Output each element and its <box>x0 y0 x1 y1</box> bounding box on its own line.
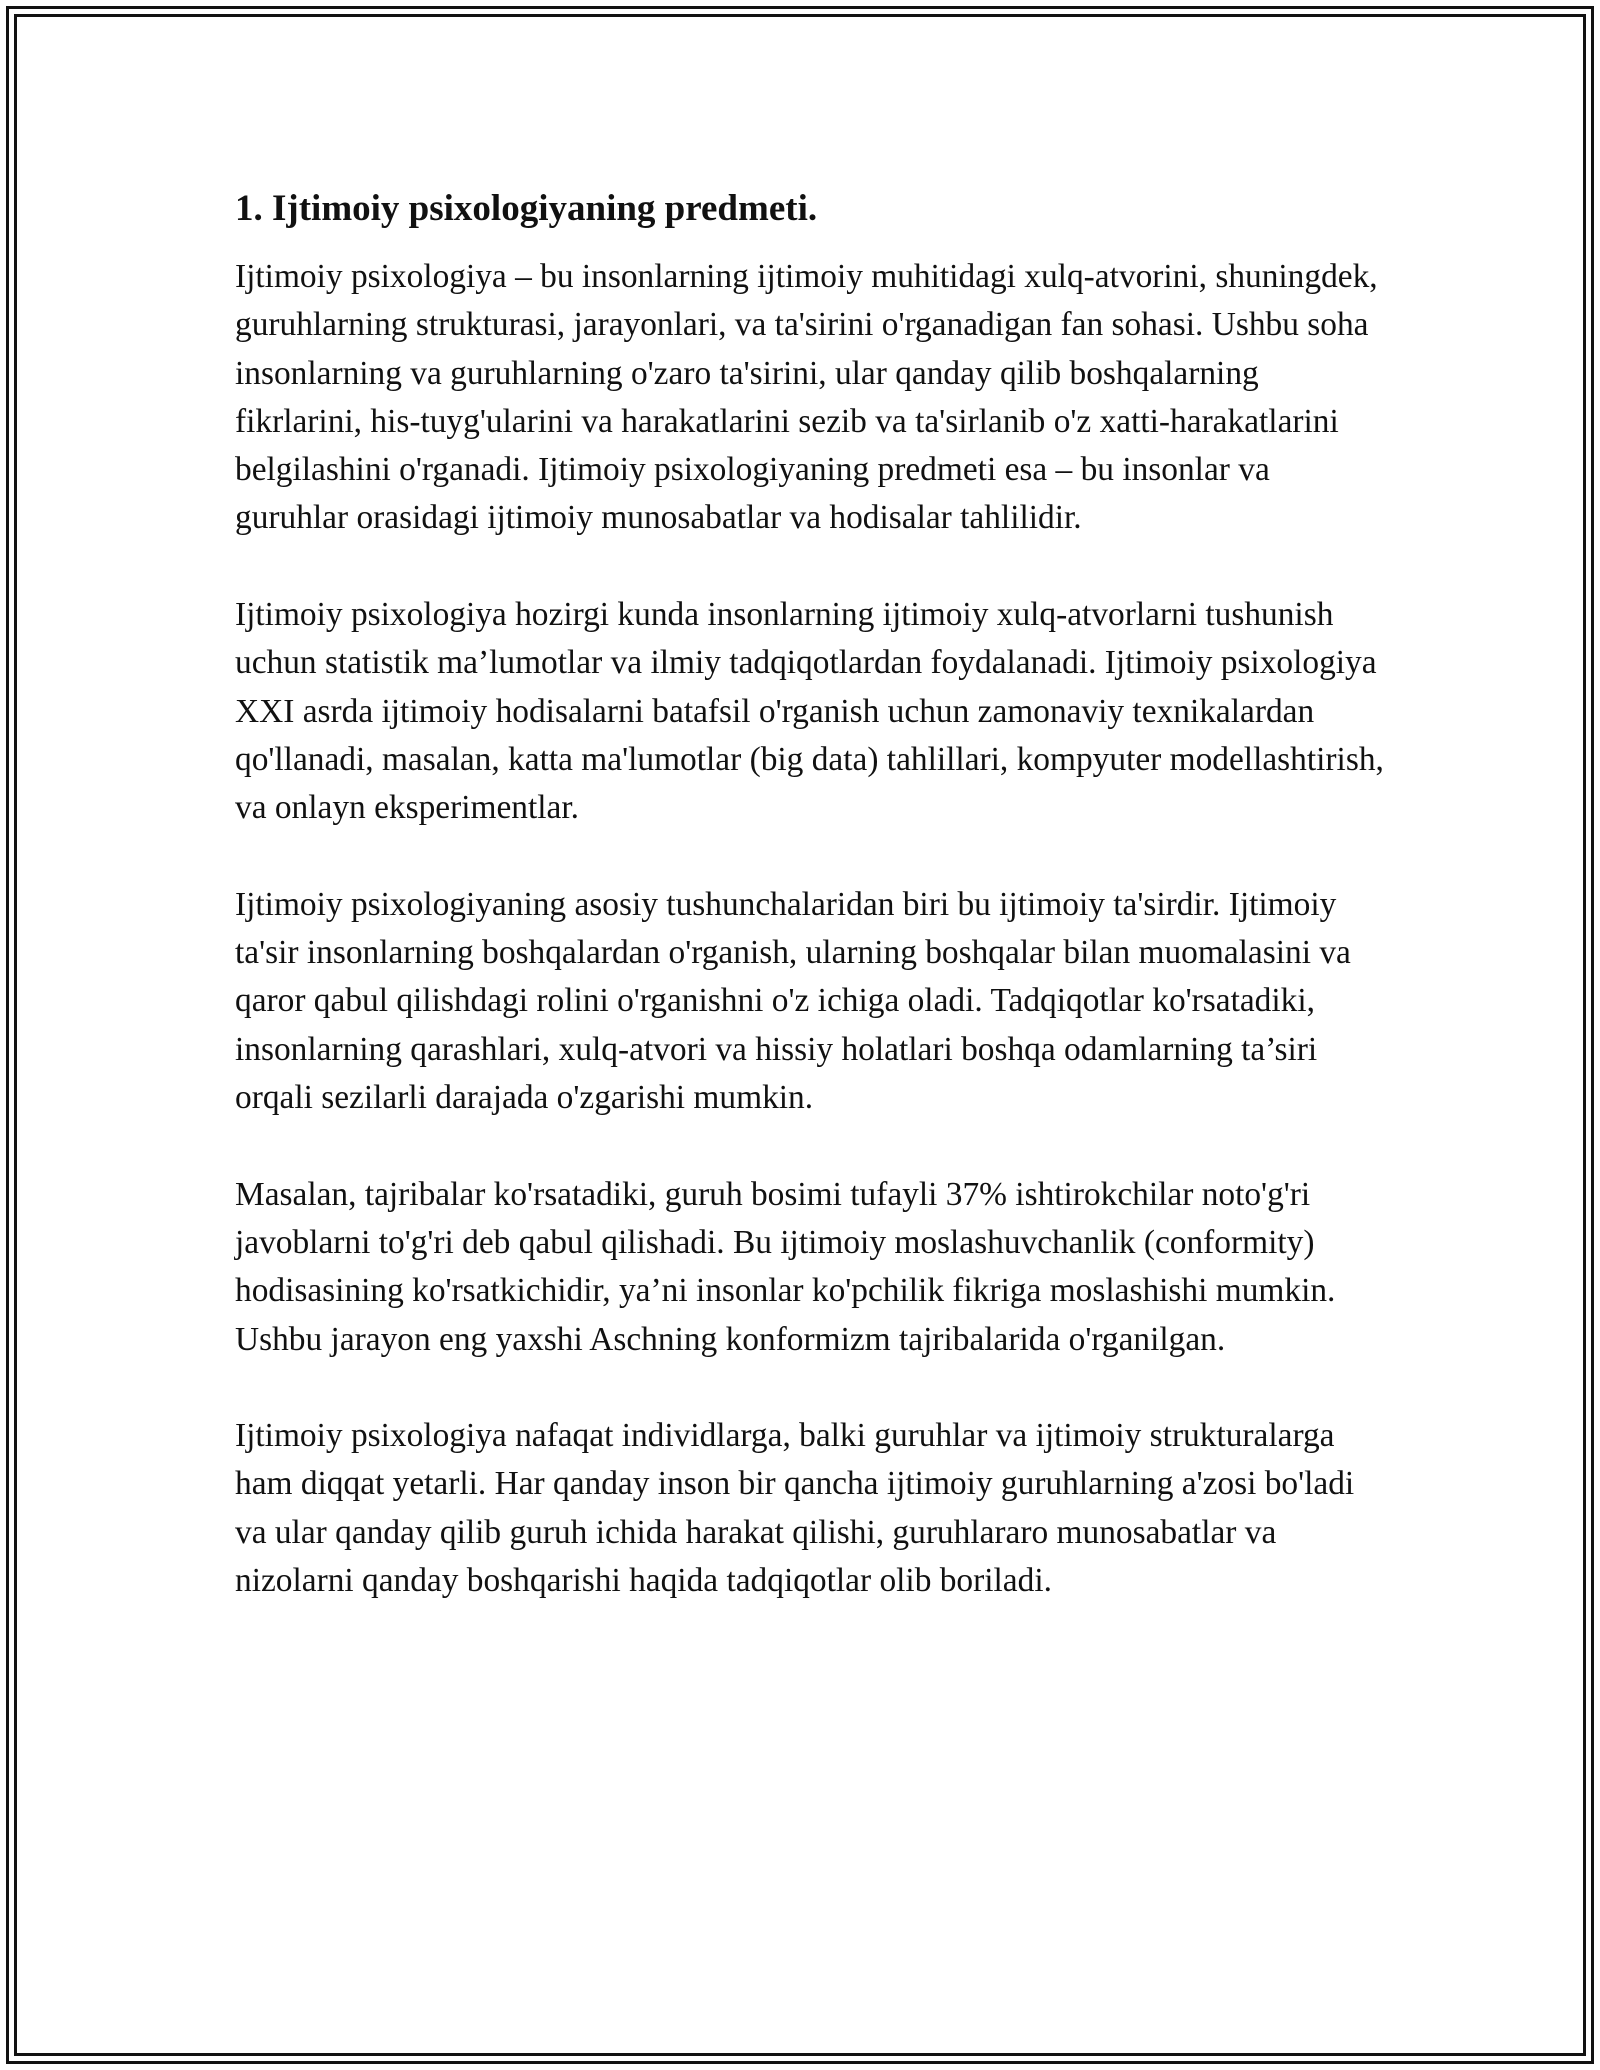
document-body <box>235 185 1385 1654</box>
paragraph-social-influence: Ijtimoiy psixologiyaning asosiy tushunchalaridan biri bu ijtimoiy ta'sirdir. Ijtimoiy ta'sir insonlarning boshqalardan o'rganish, ularning boshqalar bilan muomalasini va qaror qabul qilishdagi rolini o'rganishni o'z ichiga oladi. Tadqiqotlar ko'rsatadiki, insonlarning qarashlari, xulq-atvori va hissiy holatlari boshqa odamlarning ta’siri orqali sezilarli darajada o'zgarishi mumkin. <box>235 885 1351 1117</box>
paragraph-modern-methods: Ijtimoiy psixologiya hozirgi kunda insonlarning ijtimoiy xulq-atvorlarni tushunish uchun statistik ma’lumotlar va ilmiy tadqiqotlardan foydalanadi. Ijtimoiy psixologiya XXI asrda ijtimoiy hodisalarni batafsil o'rganish uchun zamonaviy texnikalardan qo'llanadi, masalan, katta ma'lumotlar (big data) tahlillari, kompyuter modellashtirish, va onlayn eksperimentlar. <box>235 596 1384 827</box>
paragraph-groups: Ijtimoiy psixologiya nafaqat individlarga, balki guruhlar va ijtimoiy strukturalarga ham diqqat yetarli. Har qanday inson bir qancha ijtimoiy guruhlarning a'zosi bo'ladi va ular qanday qilib guruh ichida harakat qilishi, guruhlararo munosabatlar va nizolarni qanday boshqarishi haqida tadqiqotlar olib boriladi. <box>235 1417 1355 1600</box>
paragraph-definition: Ijtimoiy psixologiya – bu insonlarning ijtimoiy muhitidagi xulq-atvorini, shuningdek, guruhlarning strukturasi, jarayonlari, va ta'sirini o'rganadigan fan sohasi. Ushbu soha insonlarning va guruhlarning o'zaro ta'sirini, ular qanday qilib boshqalarning fikrlarini, his-tuyg'ularini va harakatlarini sezib va ta'sirlanib o'z xatti-harakatlarini belgilashini o'rganadi. Ijtimoiy psixologiyaning predmeti esa – bu insonlar va guruhlar orasidagi ijtimoiy munosabatlar va hodisalar tahlilidir. <box>235 258 1378 537</box>
paragraph-conformity: Masalan, tajribalar ko'rsatadiki, guruh bosimi tufayli 37% ishtirokchilar noto'g'ri javoblarni to'g'ri deb qabul qilishadi. Bu ijtimoiy moslashuvchanlik (conformity) hodisasining ko'rsatkichidir, ya’ni insonlar ko'pchilik fikriga moslashishi mumkin. Ushbu jarayon eng yaxshi Aschning konformizm tajribalarida o'rganilgan. <box>235 1175 1336 1358</box>
section-heading: 1. Ijtimoiy psixologiyaning predmeti. <box>235 188 818 229</box>
